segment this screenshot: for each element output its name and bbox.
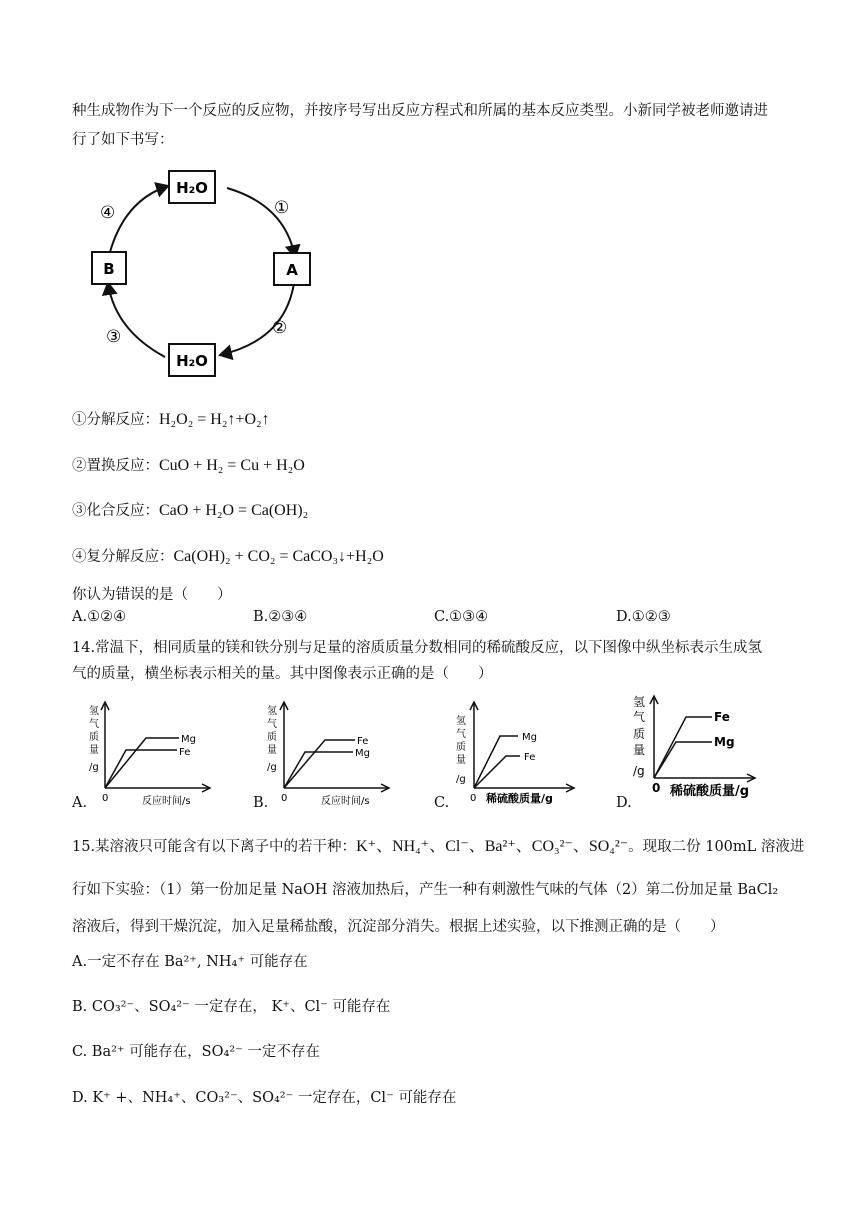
equation-4: ④复分解反应：Ca(OH)₂ + CO₂ = CaCO₃↓+H₂O	[72, 548, 384, 565]
svg-text:稀硫酸质量/g: 稀硫酸质量/g	[670, 784, 750, 799]
svg-text:/g: /g	[633, 764, 645, 778]
svg-text:/g: /g	[267, 762, 277, 773]
box-bottom	[169, 344, 215, 376]
graph-d	[626, 692, 760, 802]
cycle-arc-4	[110, 186, 168, 252]
svg-text:稀硫酸质量/g: 稀硫酸质量/g	[486, 792, 553, 805]
svg-text:量: 量	[633, 743, 646, 757]
svg-text:量: 量	[267, 745, 277, 756]
q14-line-2: 气的质量，横坐标表示相关的量。其中图像表示正确的是（ ）	[72, 666, 493, 682]
q13-option-a[interactable]: A.①②④	[72, 609, 127, 625]
svg-text:质: 质	[267, 732, 277, 743]
svg-text:0: 0	[652, 781, 661, 795]
label-1: ①	[274, 198, 290, 218]
q13-ask: 你认为错误的是（ ）	[72, 587, 232, 603]
svg-text:B: B	[103, 260, 115, 278]
q15-option-b[interactable]: B. CO₃²⁻、SO₄²⁻ 一定存在， K⁺、Cl⁻ 可能存在	[72, 999, 391, 1015]
svg-text:量: 量	[456, 755, 466, 766]
svg-text:H₂O: H₂O	[176, 352, 208, 370]
svg-text:0: 0	[470, 793, 477, 804]
svg-text:气: 气	[456, 729, 466, 740]
box-top	[169, 171, 215, 203]
svg-text:氢: 氢	[633, 695, 646, 709]
q15-line-1: 15.某溶液只可能含有以下离子中的若干种：K⁺、NH₄⁺、Cl⁻、Ba²⁺、CO₃²⁻、SO₄²⁻。现取二份 100mL 溶液进	[72, 838, 805, 855]
q13-option-d[interactable]: D.①②③	[616, 609, 671, 625]
svg-text:H₂O: H₂O	[176, 179, 208, 197]
svg-text:气: 气	[89, 719, 99, 730]
svg-text:0: 0	[102, 793, 109, 804]
q13-option-c[interactable]: C.①③④	[434, 609, 489, 625]
svg-text:Mg: Mg	[522, 732, 537, 743]
svg-text:氢: 氢	[456, 716, 466, 727]
graph-c	[448, 700, 578, 810]
svg-text:Mg: Mg	[714, 735, 735, 749]
box-right	[274, 253, 310, 285]
q14-line-1: 14.常温下，相同质量的镁和铁分别与足量的溶质质量分数相同的稀硫酸反应，以下图像中纵坐标表示生成氢	[72, 640, 763, 656]
equation-1: ①分解反应：H₂O₂ = H₂↑+O₂↑	[72, 411, 270, 428]
q15-option-d[interactable]: D. K⁺ +、NH₄⁺、CO₃²⁻、SO₄²⁻ 一定存在，Cl⁻ 可能存在	[72, 1090, 457, 1106]
label-3: ③	[106, 327, 122, 347]
svg-text:氢: 氢	[267, 706, 277, 717]
label-4: ④	[100, 203, 116, 223]
box-left	[92, 252, 126, 284]
svg-text:量: 量	[89, 745, 99, 756]
graph-b-letter[interactable]: B.	[253, 795, 269, 811]
svg-text:/g: /g	[89, 762, 99, 773]
reaction-cycle-diagram	[80, 160, 330, 385]
svg-text:Fe: Fe	[179, 747, 191, 758]
svg-text:反应时间/s: 反应时间/s	[142, 796, 191, 807]
svg-text:Mg: Mg	[355, 748, 370, 759]
svg-text:Fe: Fe	[524, 752, 536, 763]
intro-line-1: 种生成物作为下一个反应的反应物，并按序号写出反应方程式和所属的基本反应类型。小新同学被老师邀请进	[72, 103, 768, 119]
svg-text:气: 气	[633, 710, 646, 724]
q13-option-b[interactable]: B.②③④	[253, 609, 308, 625]
svg-text:0: 0	[281, 793, 288, 804]
q15-line-2: 行如下实验：（1）第一份加足量 NaOH 溶液加热后，产生一种有刺激性气味的气体（2）第二份加足量 BaCl₂	[72, 882, 779, 898]
svg-text:质: 质	[633, 727, 646, 741]
svg-text:反应时间/s: 反应时间/s	[321, 796, 370, 807]
graph-a-letter[interactable]: A.	[72, 795, 88, 811]
svg-text:质: 质	[456, 742, 466, 753]
svg-text:气: 气	[267, 719, 277, 730]
svg-text:A: A	[286, 261, 298, 279]
svg-text:/g: /g	[456, 774, 466, 785]
label-2: ②	[272, 318, 288, 338]
graph-d-letter[interactable]: D.	[616, 795, 632, 811]
graph-b	[263, 700, 393, 810]
graph-c-letter[interactable]: C.	[434, 795, 450, 811]
q15-line-3: 溶液后，得到干燥沉淀，加入足量稀盐酸，沉淀部分消失。根据上述实验，以下推测正确的是（ ）	[72, 919, 725, 935]
graph-a	[84, 700, 214, 810]
svg-text:Mg: Mg	[181, 734, 196, 745]
intro-line-2: 行了如下书写：	[72, 132, 174, 148]
svg-text:氢: 氢	[89, 706, 99, 717]
svg-text:质: 质	[89, 732, 99, 743]
equation-2: ②置换反应：CuO + H₂ = Cu + H₂O	[72, 457, 305, 474]
equation-3: ③化合反应：CaO + H₂O = Ca(OH)₂	[72, 502, 309, 519]
q15-option-a[interactable]: A.一定不存在 Ba²⁺, NH₄⁺ 可能存在	[72, 954, 308, 970]
svg-text:Fe: Fe	[357, 736, 369, 747]
q15-option-c[interactable]: C. Ba²⁺ 可能存在，SO₄²⁻ 一定不存在	[72, 1044, 320, 1060]
svg-text:Fe: Fe	[714, 710, 730, 724]
